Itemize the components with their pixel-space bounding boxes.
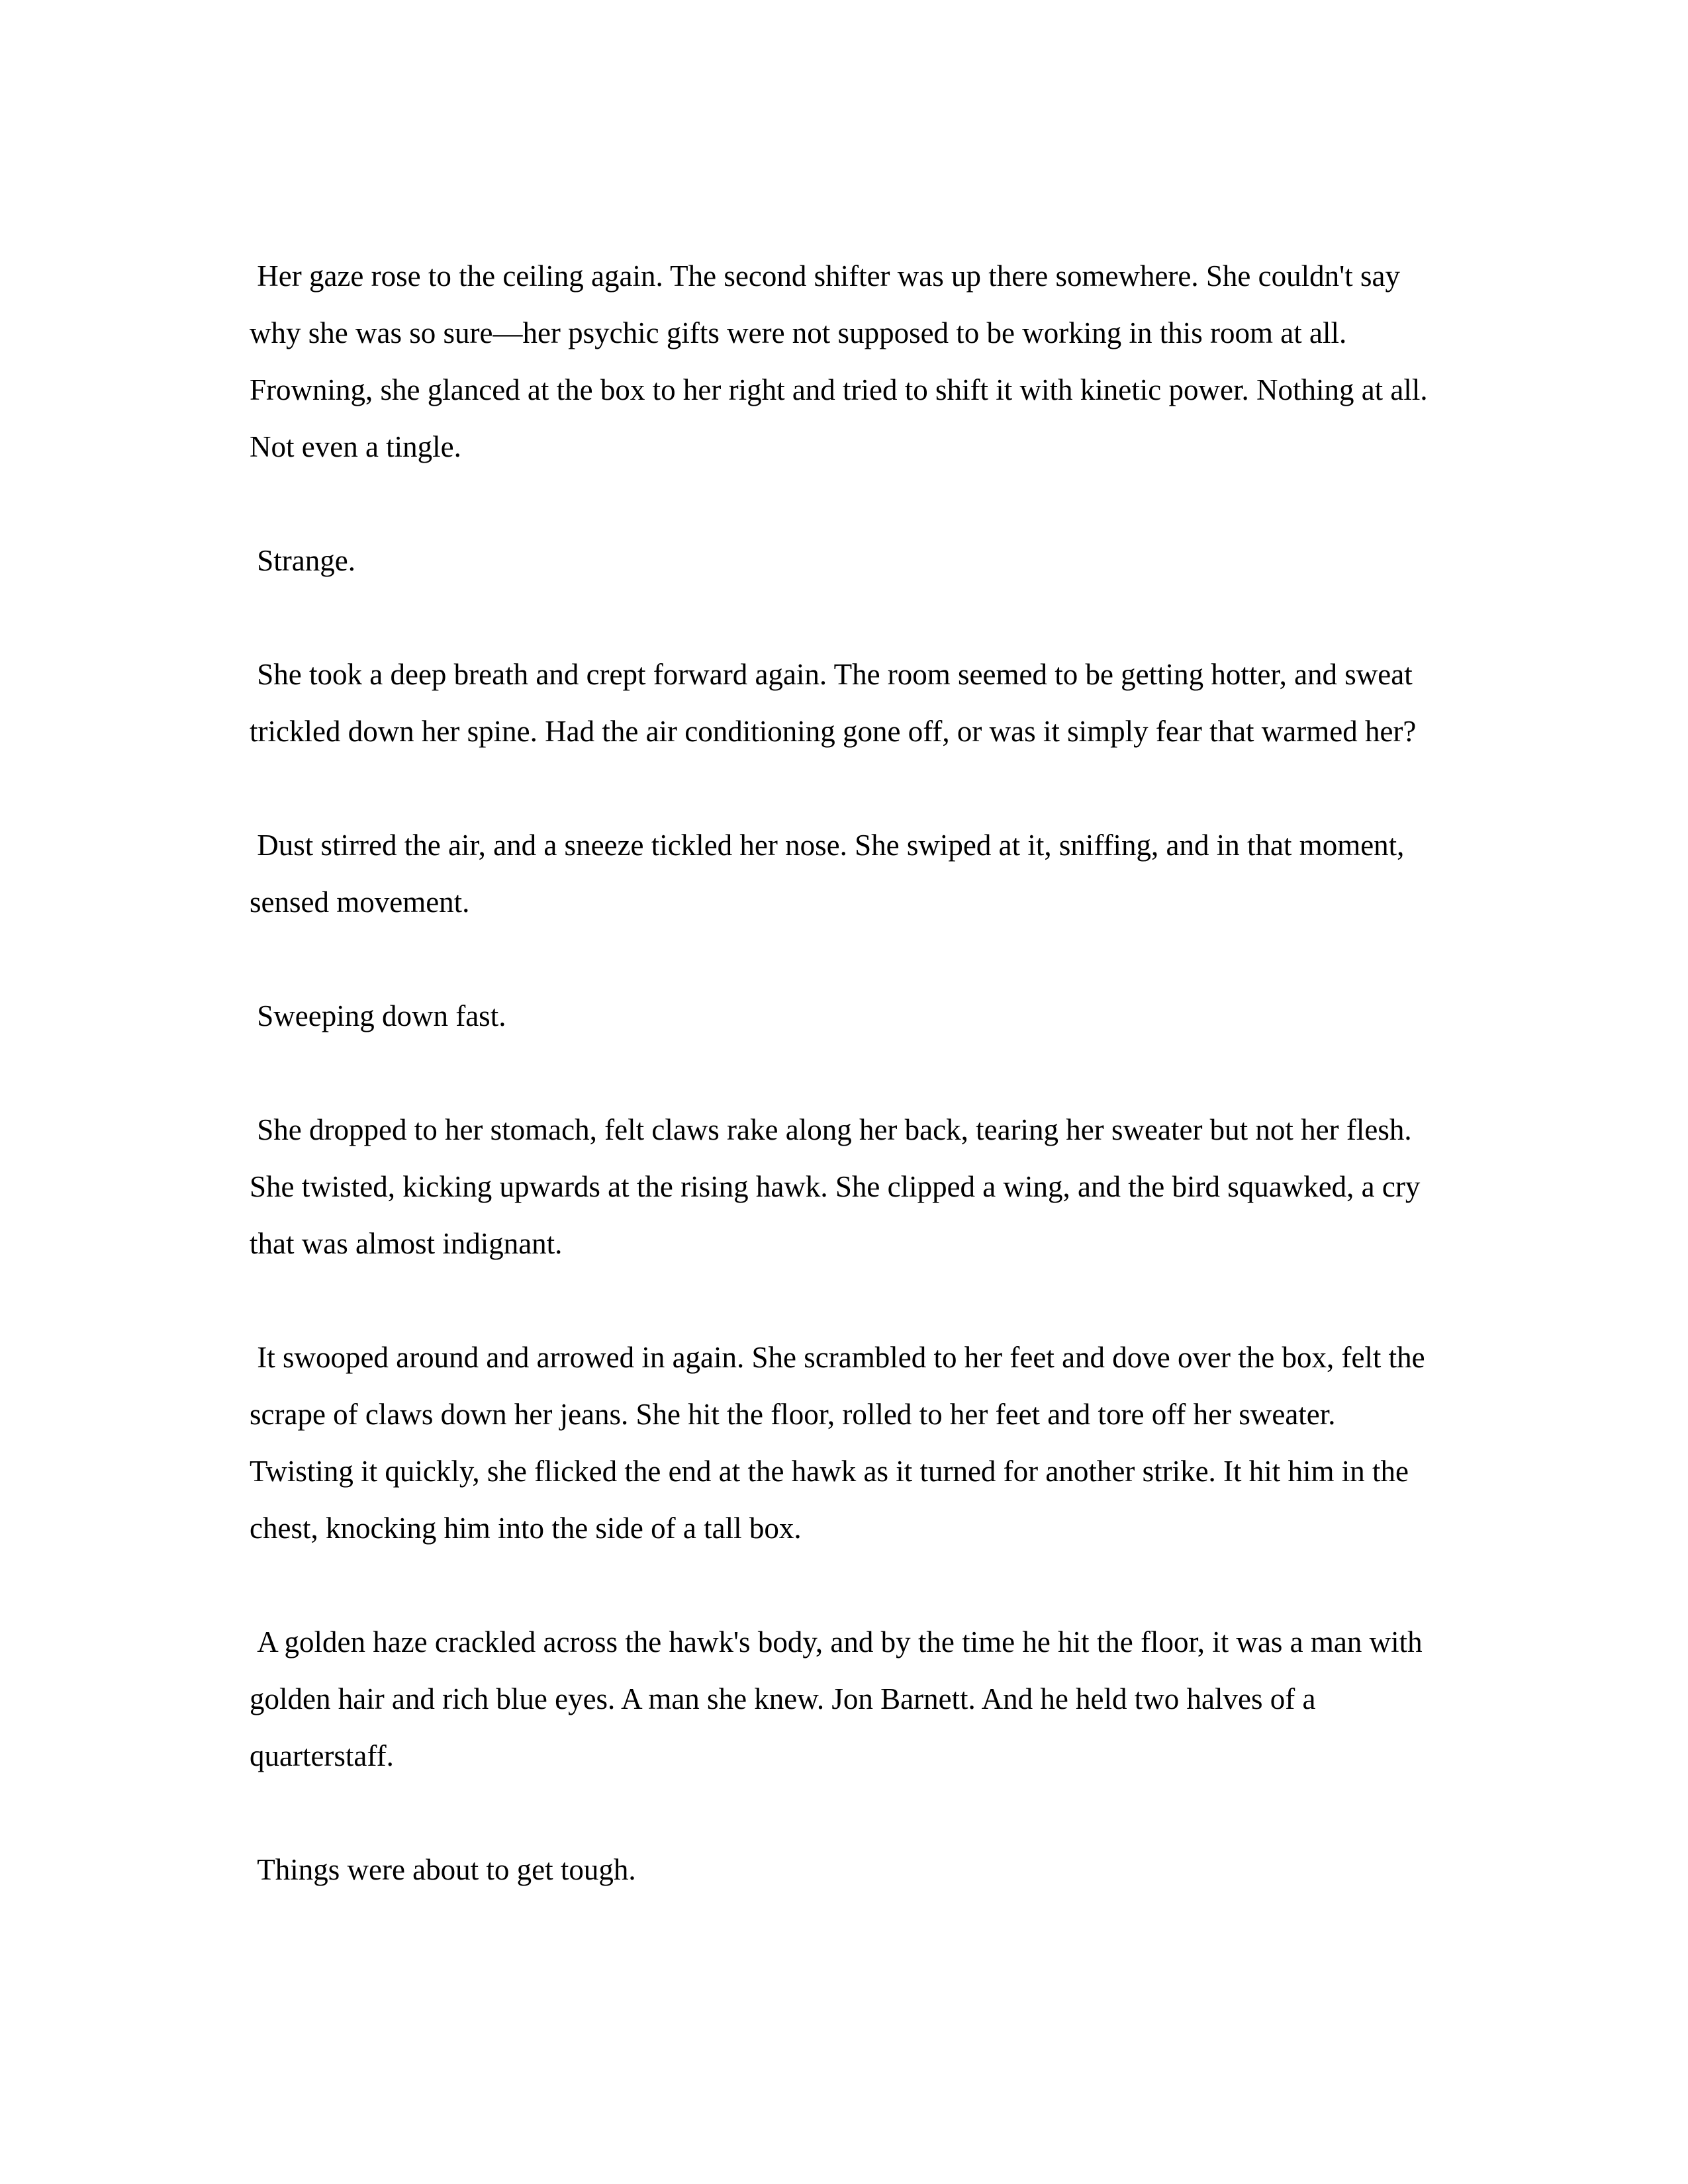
paragraph-6: She dropped to her stomach, felt claws rake along her back, tearing her sweater but not her flesh. She twisted, kicking upwards at the rising hawk. She clipped a wing, and the bird squawked, a cry that was almost indignant. xyxy=(250,1113,1428,1260)
paragraph-1: Her gaze rose to the ceiling again. The second shifter was up there somewhere. She couldn't say why she was so sure—her psychic gifts were not supposed to be working in this room at all. Frowning, she glanced at the box to her right and tried to shift it with kinetic power. Nothing at all. Not even a tingle. xyxy=(250,259,1435,463)
paragraph-3: She took a deep breath and crept forward again. The room seemed to be getting hotter, and sweat trickled down her spine. Had the air conditioning gone off, or was it simply fear that warmed her? xyxy=(250,658,1421,748)
paragraph-2: Strange. xyxy=(250,544,355,577)
paragraph-7: It swooped around and arrowed in again. She scrambled to her feet and dove over the box, felt the scrape of claws down her jeans. She hit the floor, rolled to her feet and tore off her sweater. Twisting it quickly, she flicked the end at the hawk as it turned for another strike. It hit him in the chest, knocking him into the side of a tall box. xyxy=(250,1341,1432,1545)
paragraph-8: A golden haze crackled across the hawk's body, and by the time he hit the floor, it was a man with golden hair and rich blue eyes. A man she knew. Jon Barnett. And he held two halves of a quarterstaff. xyxy=(250,1625,1430,1772)
paragraph-4: Dust stirred the air, and a sneeze tickled her nose. She swiped at it, sniffing, and in that moment, sensed movement. xyxy=(250,829,1412,919)
paragraph-9: Things were about to get tough. xyxy=(250,1853,636,1886)
text-content xyxy=(250,248,1441,1898)
paragraph-5: Sweeping down fast. xyxy=(250,999,506,1032)
